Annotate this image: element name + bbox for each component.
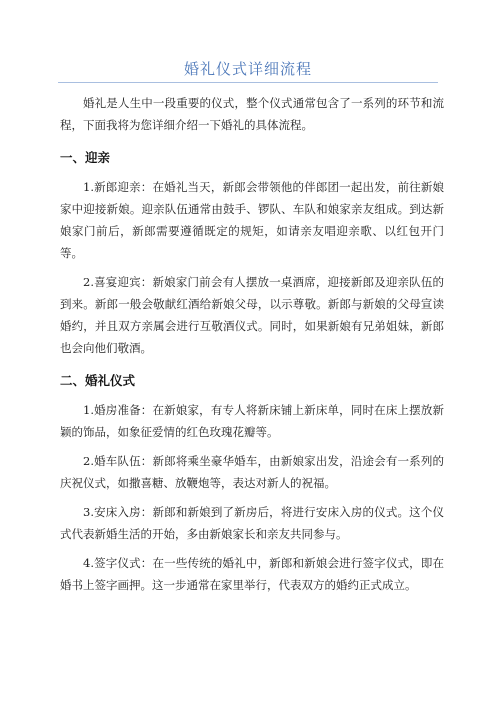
section-heading-ceremony: 二、婚礼仪式 bbox=[60, 373, 136, 388]
paragraph-signing-ceremony: 4.签字仪式：在一些传统的婚礼中，新郎和新娘会进行签字仪式，即在婚书上签字画押。这一步通常在家里举行，代表双方的婚约正式成立。 bbox=[60, 556, 444, 592]
document-body bbox=[60, 92, 444, 603]
page-title: 婚礼仪式详细流程 bbox=[183, 60, 312, 78]
intro-paragraph: 婚礼是人生中一段重要的仪式，整个仪式通常包含了一系列的环节和流程，下面我将为您详细介绍一下婚礼的具体流程。 bbox=[60, 96, 444, 132]
paragraph-groom-pickup: 1.新郎迎亲：在婚礼当天，新郎会带领他的伴郎团一起出发，前往新娘家中迎接新娘。迎亲队伍通常由鼓手、锣队、车队和娘家亲友组成。到达新娘家门前后，新郎需要遵循既定的规矩，如请亲友唱迎亲歌、以红包开门等。 bbox=[60, 180, 444, 260]
paragraph-car-procession: 2.婚车队伍：新郎将乘坐豪华婚车，由新娘家出发，沿途会有一系列的庆祝仪式，如撒喜糖、放鞭炮等，表达对新人的祝福。 bbox=[60, 454, 444, 490]
section-heading-welcome: 一、迎亲 bbox=[60, 150, 111, 165]
paragraph-room-prep: 1.婚房准备：在新娘家，有专人将新床铺上新床单，同时在床上摆放新颖的饰品，如象征爱情的红色玫瑰花瓣等。 bbox=[60, 403, 444, 439]
paragraph-bed-ceremony: 3.安床入房：新郎和新娘到了新房后，将进行安床入房的仪式。这个仪式代表新婚生活的开始，多由新娘家长和亲友共同参与。 bbox=[60, 505, 444, 541]
paragraph-banquet-welcome: 2.喜宴迎宾：新娘家门前会有人摆放一桌酒席，迎接新郎及迎亲队伍的到来。新郎一般会敬献红酒给新娘父母，以示尊敬。新郎与新娘的父母宣读婚约，并且双方亲属会进行互敬酒仪式。同时，如果新娘有兄弟姐妹，新郎也会向他们敬酒。 bbox=[60, 275, 444, 355]
title-underline bbox=[58, 82, 438, 83]
